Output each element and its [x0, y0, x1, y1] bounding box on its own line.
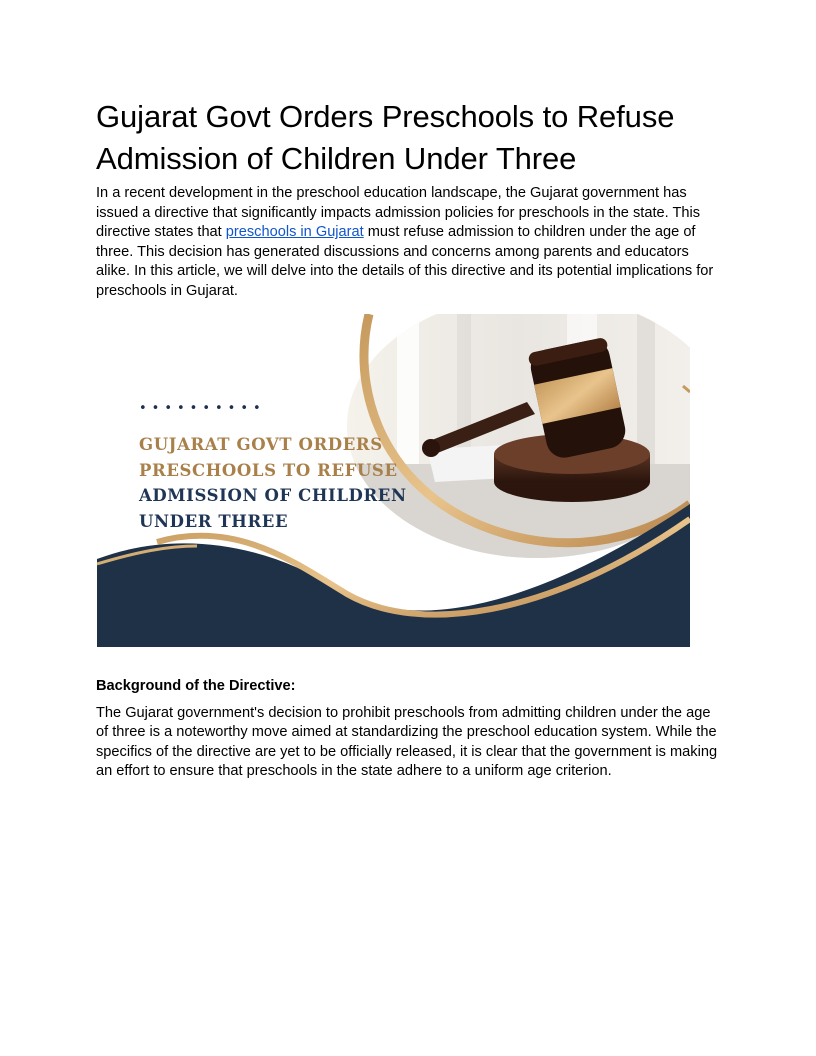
article-banner-image: [97, 314, 690, 647]
intro-text-after-link: must refuse admission to children under the age of three. This decision has generated discussions and concerns among parents and educators alike. In this article, we will delve into the details of this directive and its potential implications for preschools in Gujarat.: [96, 224, 714, 299]
document-page: [96, 96, 724, 782]
article-title: Gujarat Govt Orders Preschools to Refuse Admission of Children Under Three: [96, 99, 675, 176]
intro-paragraph: [96, 184, 724, 302]
section-heading: Background of the Directive:: [96, 677, 296, 694]
banner-dots: ••••••••••: [139, 400, 266, 416]
banner-line-2: PRESCHOOLS TO REFUSE: [139, 460, 398, 480]
intro-text-before-link: In a recent development in the preschool education landscape, the Gujarat government has issued a directive that significantly impacts admission policies for preschools in the state. This directive states that: [96, 185, 701, 241]
banner-line-1: GUJARAT GOVT ORDERS: [139, 434, 383, 454]
banner-line-4: UNDER THREE: [139, 511, 289, 531]
preschools-in-gujarat-link[interactable]: preschools in Gujarat: [225, 224, 364, 241]
section-body: The Gujarat government's decision to prohibit preschools from admitting children under the age of three is a noteworthy move aimed at standardizing the preschool education system. While the specifics of the directive are yet to be officially released, it is clear that the government is making an effort to ensure that preschools in the state adhere to a uniform age criterion.: [96, 704, 718, 780]
banner-line-3: ADMISSION OF CHILDREN: [139, 485, 407, 505]
